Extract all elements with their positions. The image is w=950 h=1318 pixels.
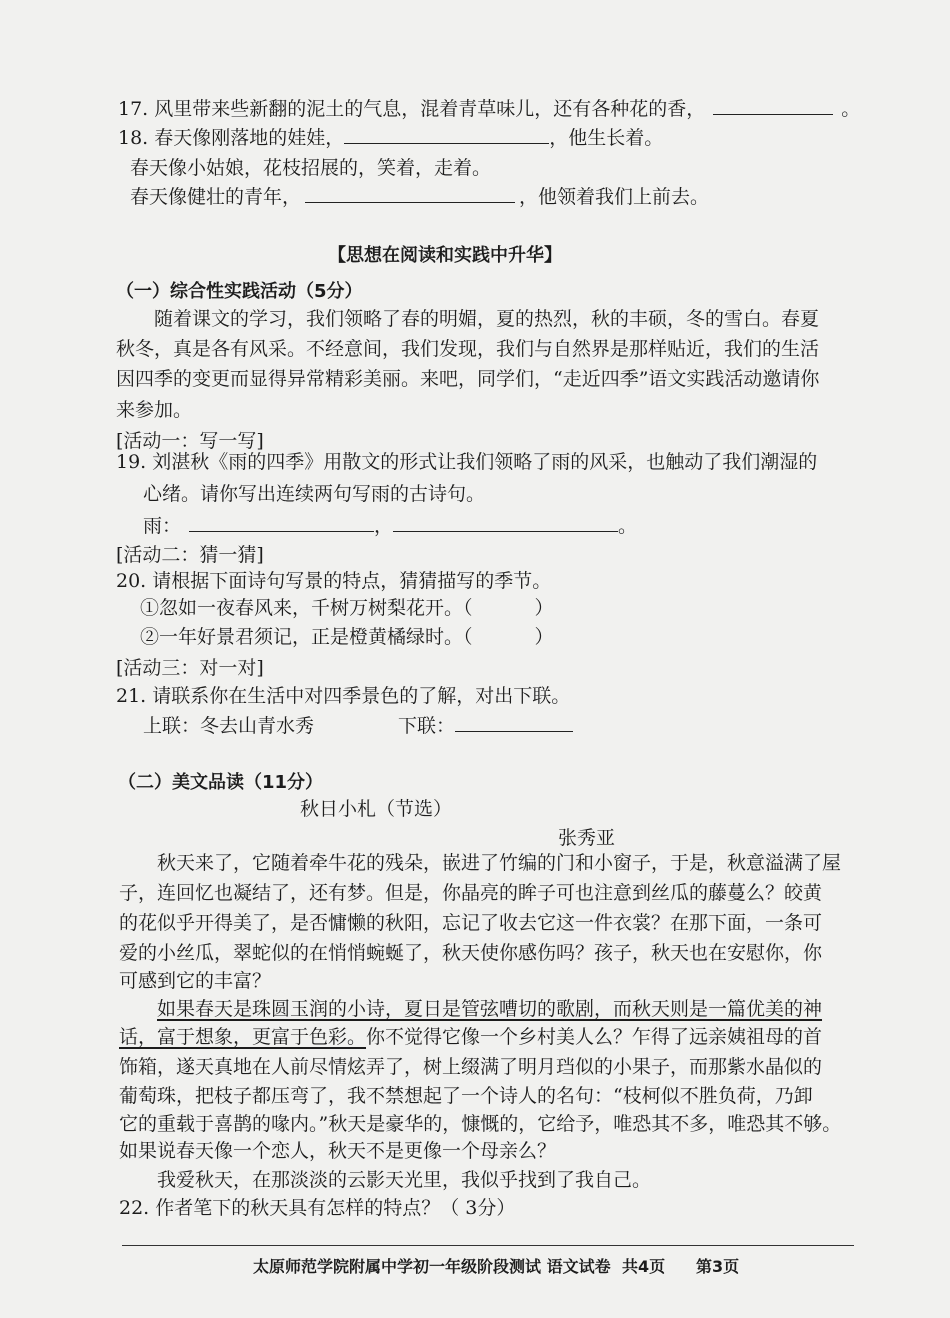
section-title: 【思想在阅读和实践中升华】 bbox=[328, 245, 562, 266]
footer-total-pages: 共4页 bbox=[622, 1257, 666, 1276]
question-17 bbox=[118, 96, 860, 122]
article-p2: 葡萄珠，把枝子都压弯了，我不禁想起了一个诗人的名句：“枝柯似不胜负荷，乃卸 bbox=[119, 1085, 813, 1107]
q17-text: 17. 风里带来些新翻的泥土的气息，混着青草味儿，还有各种花的香， bbox=[118, 98, 706, 120]
article-p1: 爱的小丝瓜，翠蛇似的在悄悄蜿蜒了，秋天使你感伤吗？孩子，秋天也在安慰你，你 bbox=[119, 942, 823, 964]
article-p1: 秋天来了，它随着牵牛花的残朵，嵌进了竹编的门和小窗子，于是，秋意溢满了屋 bbox=[157, 852, 842, 874]
q19-line: 心绪。请你写出连续两句写雨的古诗句。 bbox=[143, 483, 486, 505]
q18-line-b: 春天像小姑娘，花枝招展的，笑着，走着。 bbox=[130, 157, 492, 179]
q21-line: 21. 请联系你在生活中对四季景色的了解，对出下联。 bbox=[116, 685, 571, 707]
activity-1-label: [活动一：写一写] bbox=[116, 430, 264, 452]
article-p2: 饰箱，遂天真地在人前尽情炫弄了，树上缀满了明月珰似的小果子，而那紫水晶似的 bbox=[119, 1056, 823, 1078]
lower-label: 下联： bbox=[398, 715, 456, 737]
footer-divider bbox=[122, 1245, 854, 1246]
answer-blank[interactable] bbox=[305, 184, 515, 203]
q20-item-1 bbox=[140, 595, 554, 621]
comma: ， bbox=[374, 515, 394, 537]
question-18-c bbox=[130, 184, 709, 210]
article-p2-rest: 你不觉得它像一个乡村美人么？乍得了远亲姨祖母的首 bbox=[366, 1026, 823, 1048]
article-p1: 的花似乎开得美了，是否慵懒的秋阳，忘记了收去它这一件衣裳？在那下面，一条可 bbox=[119, 912, 823, 934]
article-p3: 我爱秋天，在那淡淡的云影天光里，我似乎找到了我自己。 bbox=[157, 1169, 652, 1191]
article-p1: 子，连回忆也凝结了，还有梦。但是，你晶亮的眸子可也注意到丝瓜的藤蔓么？皎黄 bbox=[119, 882, 823, 904]
q20-line: 20. 请根据下面诗句写景的特点，猜猜描写的季节。 bbox=[116, 570, 552, 592]
intro-line: 来参加。 bbox=[116, 399, 193, 421]
part1-heading: （一）综合性实践活动（5分） bbox=[116, 281, 363, 302]
article-author: 张秀亚 bbox=[558, 827, 616, 849]
answer-blank[interactable] bbox=[393, 513, 618, 532]
intro-line: 秋冬，真是各有风采。不经意间，我们发现，我们与自然界是那样贴近，我们的生活 bbox=[116, 338, 820, 360]
answer-blank[interactable] bbox=[189, 513, 374, 532]
footer-page-number: 第3页 bbox=[696, 1257, 740, 1276]
q19-answer bbox=[143, 513, 637, 539]
article-p2: 它的重载于喜鹊的喙内。”秋天是豪华的，慷慨的，它给予，唯恐其不多，唯恐其不够。 bbox=[119, 1113, 842, 1135]
footer-school: 太原师范学院附属中学初一年级阶段测试 语文试卷 bbox=[253, 1257, 611, 1276]
activity-3-label: [活动三：对一对] bbox=[116, 657, 264, 679]
paren: ） bbox=[534, 626, 554, 648]
q17-end: 。 bbox=[841, 98, 861, 120]
article-p2 bbox=[119, 1024, 822, 1050]
article-p2: 如果说春天像一个恋人，秋天不是更像一个母亲么？ bbox=[119, 1140, 557, 1162]
couplet-upper: 上联：冬去山青水秀 bbox=[143, 715, 315, 737]
q18-line-c-end: ，他领着我们上前去。 bbox=[519, 186, 710, 208]
activity-2-label: [活动二：猜一猜] bbox=[116, 544, 264, 566]
poem-line: ②一年好景君须记，正是橙黄橘绿时。（ bbox=[140, 626, 473, 648]
q19-line: 19. 刘湛秋《雨的四季》用散文的形式让我们领略了雨的风采，也触动了我们潮湿的 bbox=[116, 451, 818, 473]
underlined-sentence: 如果春天是珠圆玉润的小诗，夏日是管弦嘈切的歌剧，而秋天则是一篇优美的神 bbox=[157, 998, 823, 1020]
q20-item-2 bbox=[140, 624, 554, 650]
q18-line-a: 18. 春天像刚落地的娃娃， bbox=[118, 127, 345, 149]
answer-blank[interactable] bbox=[344, 125, 549, 144]
article-title: 秋日小札（节选） bbox=[300, 798, 453, 820]
poem-line: ①忽如一夜春风来，千树万树梨花开。（ bbox=[140, 597, 473, 619]
article-p1: 可感到它的丰富？ bbox=[119, 970, 272, 992]
intro-line: 随着课文的学习，我们领略了春的明媚，夏的热烈，秋的丰硕，冬的雪白。春夏 bbox=[154, 308, 820, 330]
underlined-sentence-end: 话，富于想象，更富于色彩。 bbox=[119, 1026, 367, 1048]
answer-blank[interactable] bbox=[713, 96, 833, 115]
intro-line: 因四季的变更而显得异常精彩美丽。来吧，同学们，“走近四季”语文实践活动邀请你 bbox=[116, 368, 820, 390]
part2-heading: （二）美文品读（11分） bbox=[118, 772, 324, 793]
period: 。 bbox=[618, 515, 638, 537]
question-18 bbox=[118, 125, 663, 151]
couplet-lower bbox=[398, 713, 573, 739]
paren: ） bbox=[534, 597, 554, 619]
q18-line-a-end: ，他生长着。 bbox=[549, 127, 664, 149]
answer-blank[interactable] bbox=[455, 713, 573, 732]
question-22: 22. 作者笔下的秋天具有怎样的特点？（ 3分） bbox=[119, 1197, 516, 1219]
rain-label: 雨： bbox=[143, 515, 182, 537]
q18-line-c: 春天像健壮的青年， bbox=[130, 186, 302, 208]
